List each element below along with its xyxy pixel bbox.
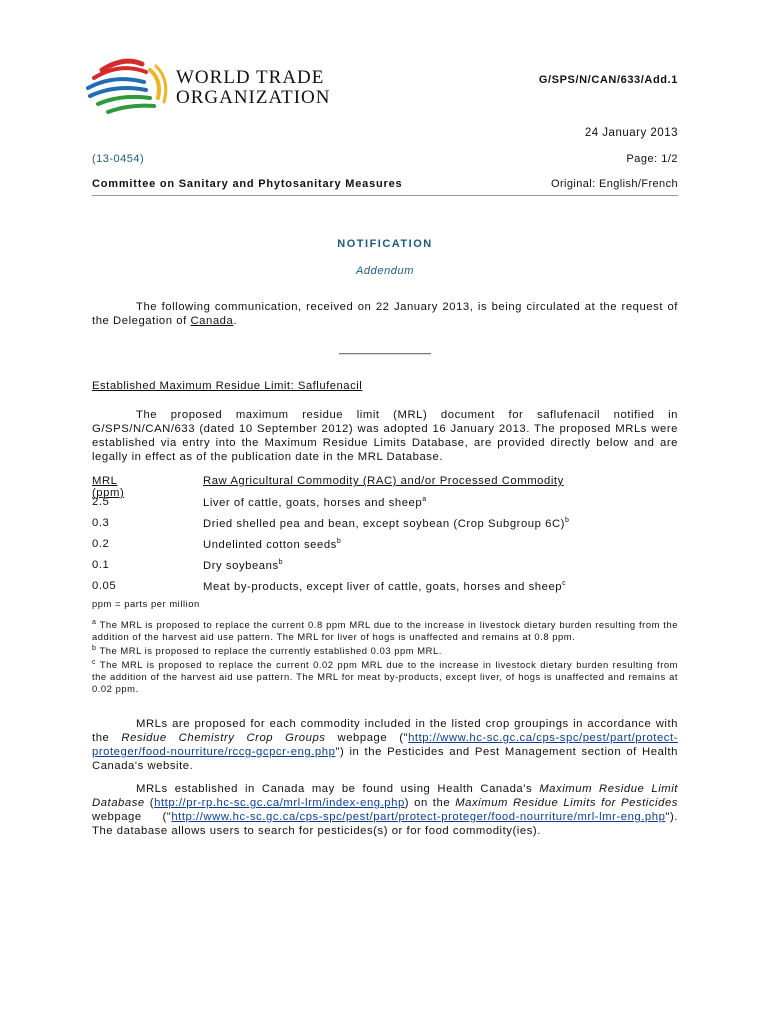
country-name: Canada — [190, 315, 234, 327]
header-divider — [92, 195, 678, 196]
para3-text: ( — [144, 797, 155, 809]
intro-end: . — [233, 315, 238, 327]
commodity-text: Undelinted cotton seeds — [203, 538, 337, 551]
para3-text: "). The database allows users to search for pesticides(s) or for food commodity(ies). — [92, 811, 678, 837]
wto-emblem-icon — [84, 58, 172, 118]
original-language: Original: English/French — [551, 178, 678, 190]
footnote-c-mark: c — [92, 659, 97, 667]
footnote-mark: b — [565, 517, 570, 524]
mrl-value: 0.1 — [92, 559, 110, 571]
document-symbol: G/SPS/N/CAN/633/Add.1 — [538, 74, 678, 86]
addendum-label: Addendum — [355, 265, 414, 277]
para3-text: webpage (" — [92, 811, 172, 823]
footnote-b-text: The MRL is proposed to replace the currently established 0.03 ppm MRL. — [96, 645, 442, 657]
footnote-b — [92, 643, 678, 657]
commodity-name — [203, 517, 569, 530]
mrl-database-link[interactable]: http://pr-rp.hc-sc.gc.ca/mrl-lrm/index-eng.php — [154, 797, 405, 809]
footnote-mark: b — [336, 538, 342, 545]
crop-groups-paragraph — [92, 717, 678, 773]
commodity-name — [203, 538, 341, 551]
column-header-commodity: Raw Agricultural Commodity (RAC) and/or Processed Commodity — [203, 475, 564, 487]
footnote-c — [92, 657, 678, 695]
mrl-table — [92, 475, 678, 615]
mrl-value: 0.05 — [92, 580, 117, 592]
para2-text: MRLs are proposed for each commodity included in the listed crop groupings in accordance with the — [92, 718, 678, 744]
org-line-1: WORLD TRADE — [176, 67, 325, 88]
crop-groups-title: Residue Chemistry Crop Groups — [121, 732, 326, 744]
org-line-2: ORGANIZATION — [176, 87, 331, 108]
commodity-text: Dry soybeans — [203, 559, 279, 572]
para2-text: ") in the Pesticides and Pest Management section of Health Canada's website. — [92, 746, 678, 772]
document-date: 24 January 2013 — [584, 127, 678, 139]
section-paragraph: The proposed maximum residue limit (MRL) document for saflufenacil notified in G/SPS/N/CAN/633 (dated 10 September 2012) was adopted 16 January 2013. The proposed MRLs were established via entry into the Maximum Residue Limits Database, are provided directly below and are legally in effect as of the publication date in the MRL Database. — [92, 409, 678, 463]
footnote-a-text: The MRL is proposed to replace the current 0.8 ppm MRL due to the increase in livestock dietary burden resulting from the addition of the harvest aid use pattern. The MRL for liver of hogs is unaffected and remains at 0.8 ppm. — [92, 619, 678, 643]
section-title: Established Maximum Residue Limit: Saflufenacil — [92, 380, 363, 392]
para3-text: ) on the — [404, 797, 456, 809]
commodity-name — [203, 559, 283, 572]
commodity-text: Liver of cattle, goats, horses and sheep — [203, 496, 423, 509]
wto-logo — [84, 58, 344, 118]
footnote-a — [92, 617, 678, 643]
page-number: Page: 1/2 — [626, 153, 678, 165]
mrl-pesticides-link[interactable]: http://www.hc-sc.gc.ca/cps-spc/pest/part/protect-proteger/food-nourriture/mrl-lmr-eng.php — [171, 811, 666, 823]
footnotes — [92, 617, 678, 695]
footnote-mark: c — [562, 580, 567, 587]
ppm-note: ppm = parts per million — [92, 598, 200, 609]
footnote-mark: a — [422, 496, 427, 503]
commodity-name — [203, 580, 566, 593]
mrl-pesticides-title: Maximum Residue Limits for Pesticides — [455, 797, 678, 809]
committee-name: Committee on Sanitary and Phytosanitary Measures — [92, 178, 403, 190]
column-header-mrl: MRL (ppm) — [92, 475, 125, 499]
document-reference: (13-0454) — [92, 153, 145, 165]
footnote-mark: b — [278, 559, 284, 566]
intro-paragraph — [92, 300, 678, 328]
organization-name — [176, 68, 330, 108]
footnote-c-text: The MRL is proposed to replace the current 0.02 ppm MRL due to the increase in livestock dietary burden resulting from the addition of the harvest aid use pattern. The MRL for meat by-products, except liver, of hogs is unaffected and remains at 0.02 ppm. — [92, 659, 678, 695]
commodity-text: Meat by-products, except liver of cattle, goats, horses and sheep — [203, 580, 563, 593]
separator-line: _______________ — [339, 343, 431, 355]
footnote-b-mark: b — [92, 645, 97, 653]
mrl-value: 0.3 — [92, 517, 110, 529]
notification-title: NOTIFICATION — [337, 238, 433, 250]
footnote-a-mark: a — [92, 619, 97, 626]
mrl-value: 0.2 — [92, 538, 110, 550]
para2-text: webpage (" — [325, 732, 409, 744]
commodity-text: Dried shelled pea and bean, except soybean (Crop Subgroup 6C) — [203, 517, 565, 530]
crop-groups-link[interactable]: http://www.hc-sc.gc.ca/cps-spc/pest/part/protect-proteger/food-nourriture/rccg-gcpcr-eng.php — [92, 732, 678, 758]
intro-text: The following communication, received on 22 January 2013, is being circulated at the request of the Delegation of — [92, 301, 678, 327]
mrl-value: 2.5 — [92, 496, 110, 508]
mrl-database-paragraph — [92, 782, 678, 838]
commodity-name — [203, 496, 427, 509]
para3-text: MRLs established in Canada may be found using Health Canada's — [136, 783, 540, 795]
mrl-database-title: Maximum Residue Limit Database — [92, 783, 678, 809]
